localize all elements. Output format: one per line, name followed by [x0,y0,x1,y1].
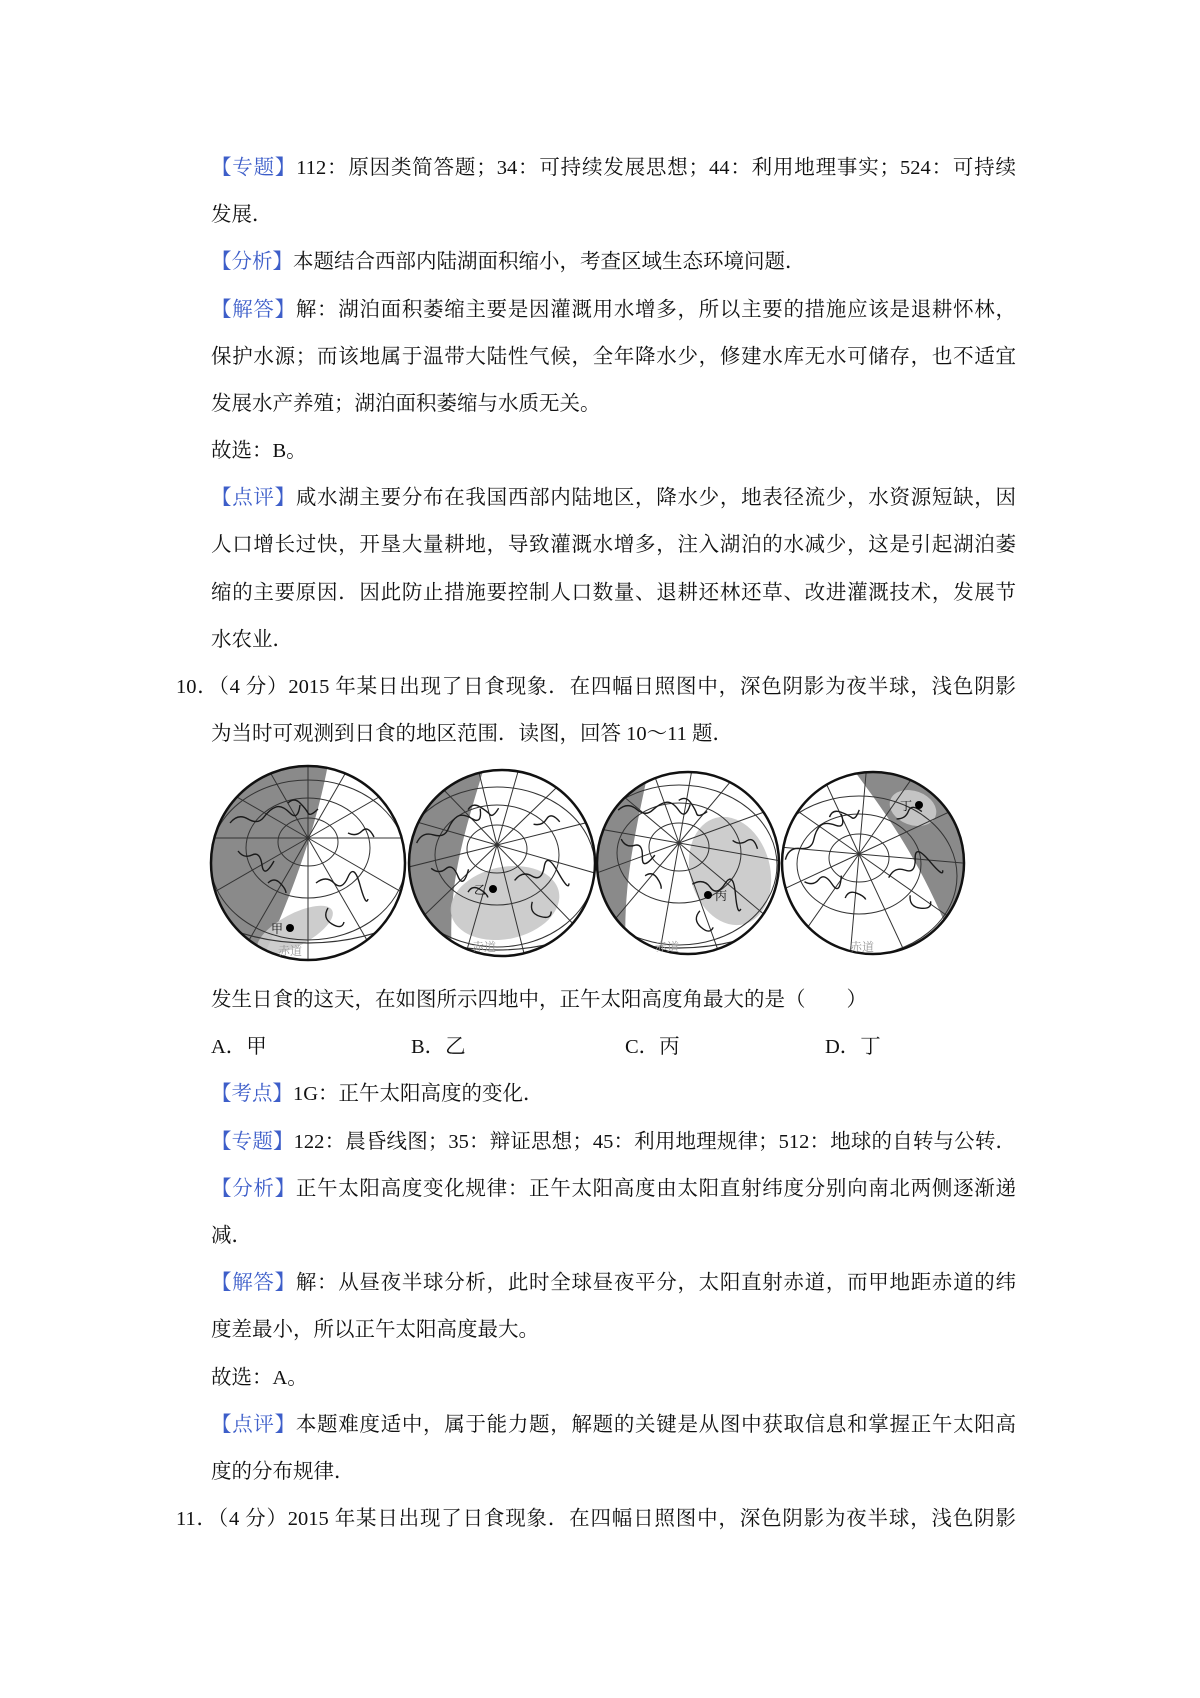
q11-number: 11． [176,1508,218,1530]
q10-comment-text: 本题难度适中，属于能力题，解题的关键是从图中获取信息和掌握正午太阳高 [295,1414,1016,1436]
q10-question: 发生日食的这天，在如图所示四地中，正午太阳高度角最大的是（ ） [211,989,867,1011]
solution-label: 【解答】 [211,299,296,321]
analysis-label: 【分析】 [211,1178,296,1200]
q9-comment-line-4: 水农业． [211,629,293,651]
q9-solution-line-1 [211,295,1016,325]
q10-topic-text: 122：晨昏线图；35：辩证思想；45：利用地理规律；512：地球的自转与公转． [293,1131,1017,1153]
equator-label: 赤道 [849,940,875,954]
q9-solution-text: 解：湖泊面积萎缩主要是因灌溉用水增多，所以主要的措施应该是退耕怀林， [295,299,1016,321]
solution-label: 【解答】 [211,1272,296,1294]
option-d: D．丁 [825,1036,881,1058]
location-label: 丁 [899,799,912,813]
q10-comment-line-1 [211,1410,1016,1440]
location-marker [915,801,923,809]
q9-topic-line-2: 发展． [211,204,273,226]
q10-answer: 故选：A。 [211,1367,308,1389]
q10-stem-text: （4 分）2015 年某日出现了日食现象．在四幅日照图中，深色阴影为夜半球，浅色阴影 [218,676,1016,698]
q9-solution-line-2: 保护水源；而该地属于温带大陆性气候，全年降水少，修建水库无水可储存，也不适宜 [211,346,1016,368]
location-marker [489,885,497,893]
location-label: 乙 [473,883,486,897]
analysis-label: 【分析】 [211,251,293,273]
option-b: B．乙 [411,1036,466,1058]
q9-comment-text: 咸水湖主要分布在我国西部内陆地区，降水少，地表径流少，水资源短缺，因 [295,487,1016,509]
equator-label: 赤道 [654,940,680,954]
q10-comment-line-2: 度的分布规律． [211,1461,355,1483]
q10-stem-line-1 [176,672,1016,702]
q9-comment-line-1 [211,483,1016,513]
q10-key-point-text: 1G：正午太阳高度的变化． [293,1083,544,1105]
equator-label: 赤道 [277,944,303,958]
q10-solution-line-1 [211,1268,1016,1298]
comment-label: 【点评】 [211,487,296,509]
location-marker [704,891,712,899]
equator-label: 赤道 [471,940,497,954]
option-a: A．甲 [211,1036,267,1058]
globe-diagram [200,755,990,970]
location-label: 丙 [715,889,728,903]
q10-solution-line-2: 度差最小，所以正午太阳高度最大。 [211,1319,539,1341]
q10-topic [211,1127,1016,1157]
q9-topic-line-1 [211,153,1016,183]
location-marker [286,924,294,932]
q10-stem-line-2: 为当时可观测到日食的地区范围．读图，回答 10～11 题． [211,723,733,745]
q9-solution-line-3: 发展水产养殖；湖泊面积萎缩与水质无关。 [211,393,601,415]
q9-analysis-line-1 [211,247,1016,277]
q10-analysis-line-2: 减． [211,1225,252,1247]
q10-number: 10． [176,676,219,698]
q11-stem-line-1 [176,1504,1016,1534]
q11-stem-text: （4 分）2015 年某日出现了日食现象．在四幅日照图中，深色阴影为夜半球，浅色阴影 [217,1508,1016,1530]
topic-label: 【专题】 [211,1131,294,1153]
q9-comment-line-3: 缩的主要原因．因此防止措施要控制人口数量、退耕还林还草、改进灌溉技术，发展节 [211,582,1016,604]
option-c: C．丙 [625,1036,680,1058]
q10-analysis-text: 正午太阳高度变化规律：正午太阳高度由太阳直射纬度分别向南北两侧逐渐递 [295,1178,1016,1200]
comment-label: 【点评】 [211,1414,296,1436]
q9-analysis-text: 本题结合西部内陆湖面积缩小，考查区域生态环境问题． [293,251,806,273]
q9-comment-line-2: 人口增长过快，开垦大量耕地，导致灌溉水增多，注入湖泊的水减少，这是引起湖泊萎 [211,534,1016,556]
q9-answer: 故选：B。 [211,440,307,462]
q10-analysis-line-1 [211,1174,1016,1204]
q10-solution-text: 解：从昼夜半球分析，此时全球昼夜平分，太阳直射赤道，而甲地距赤道的纬 [295,1272,1016,1294]
sunlight-globe-figure [200,755,990,970]
q10-key-point [211,1079,1016,1109]
q9-topic-text: 112：原因类简答题；34：可持续发展思想；44：利用地理事实；524：可持续 [296,157,1016,179]
topic-label: 【专题】 [211,157,297,179]
location-label: 甲 [270,922,283,936]
key-point-label: 【考点】 [211,1083,293,1105]
